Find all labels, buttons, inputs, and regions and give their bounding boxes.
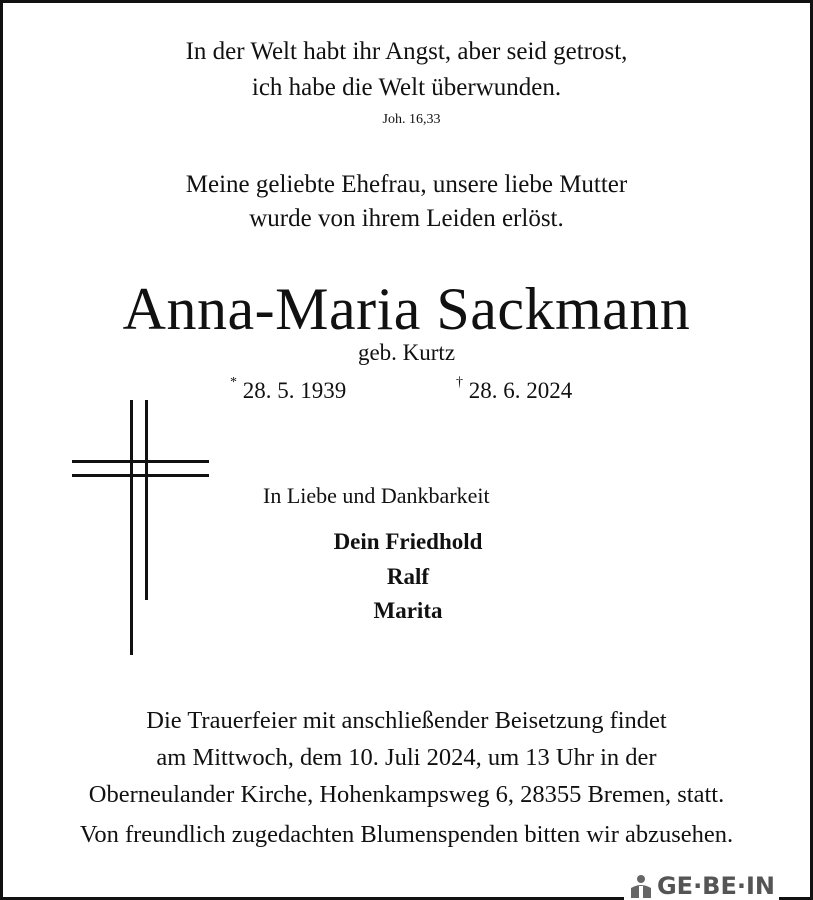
intro-line-2: wurde von ihrem Leiden erlöst. <box>249 205 564 232</box>
ceremony-line-1: Die Trauerfeier mit anschließender Beisetzung findet <box>146 707 667 734</box>
ceremony-line-2: am Mittwoch, dem 10. Juli 2024, um 13 Uhr in der <box>156 744 657 771</box>
death-date <box>456 375 573 404</box>
mourners-intro: In Liebe und Dankbarkeit <box>263 483 490 508</box>
deceased-name: Anna-Maria Sackmann <box>122 276 691 342</box>
ceremony-line-3: Oberneulander Kirche, Hohenkampsweg 6, 28355 Bremen, statt. <box>88 781 725 808</box>
birth-date <box>230 375 347 404</box>
birth-star-symbol: * <box>230 375 237 391</box>
gebein-logo <box>624 872 779 900</box>
gebein-logo-icon <box>628 874 654 898</box>
ceremony-line-4: Von freundlich zugedachten Blumenspenden bitten wir abzusehen. <box>79 821 734 848</box>
mourner-name: Marita <box>373 598 443 623</box>
birth-date-value: 28. 5. 1939 <box>242 378 347 403</box>
intro-line-1: Meine geliebte Ehefrau, unsere liebe Mutter <box>185 171 628 198</box>
death-cross-symbol: † <box>456 375 463 391</box>
mourner-name: Dein Friedhold <box>333 529 483 554</box>
cross-icon <box>72 400 212 660</box>
quote-source: Joh. 16,33 <box>382 112 441 127</box>
mourner-name: Ralf <box>386 564 430 589</box>
birth-name: geb. Kurtz <box>357 340 456 365</box>
quote-line-1: In der Welt habt ihr Angst, aber seid getrost, <box>185 38 628 65</box>
quote-line-2: ich habe die Welt überwunden. <box>251 74 562 101</box>
death-date-value: 28. 6. 2024 <box>468 378 573 403</box>
gebein-logo-text: GE·BE·IN <box>656 872 775 900</box>
